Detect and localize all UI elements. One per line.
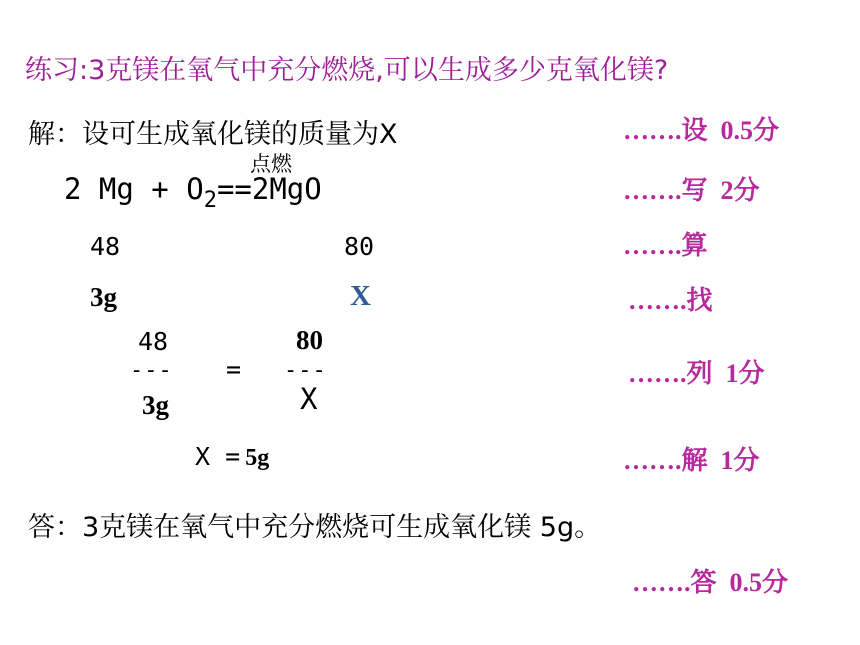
equation-arrow: == <box>216 172 252 206</box>
step-label: …….列 <box>628 359 713 388</box>
proportion-right-numerator: 80 <box>296 325 323 355</box>
proportion-right-bar: --- <box>284 358 327 383</box>
step-label: …….找 <box>628 286 713 315</box>
equation-reactants: 2 Mg + O <box>64 172 204 206</box>
relative-mass-mg: 48 <box>90 232 121 261</box>
step-score: 0.5分 <box>720 116 780 145</box>
step-score: 2分 <box>720 176 760 205</box>
step-score: 0.5分 <box>729 568 789 597</box>
reaction-condition: 点燃 <box>250 152 292 176</box>
step-answer <box>632 562 788 599</box>
step-label: …….算 <box>623 231 708 260</box>
step-label: …….写 <box>623 176 708 205</box>
proportion-equals: = <box>226 355 242 384</box>
step-score: 1分 <box>725 359 765 388</box>
actual-mass-mg: 3g <box>90 282 117 312</box>
step-solve <box>623 440 760 477</box>
exercise-title: 练习:3克镁在氧气中充分燃烧,可以生成多少克氧化镁? <box>25 55 669 86</box>
step-find <box>628 280 713 317</box>
result-value: 5g <box>245 445 270 471</box>
solution-setup: 解：设可生成氧化镁的质量为X <box>28 119 398 150</box>
equation-product: 2MgO <box>251 172 322 206</box>
proportion-left-bar: --- <box>130 358 173 383</box>
proportion-left-denominator: 3g <box>142 390 169 420</box>
step-score: 1分 <box>720 446 760 475</box>
result-line <box>195 442 269 472</box>
result-variable: X = <box>195 442 241 471</box>
chemical-equation <box>64 172 322 213</box>
step-list <box>628 353 765 390</box>
step-calculate <box>623 225 708 262</box>
relative-mass-mgo: 80 <box>344 232 375 261</box>
step-set <box>623 110 779 147</box>
step-write <box>623 170 760 207</box>
proportion-right-denominator: X <box>300 382 318 416</box>
final-answer: 答：3克镁在氧气中充分燃烧可生成氧化镁 5g。 <box>28 512 602 543</box>
unknown-mass-mgo: X <box>350 280 371 312</box>
step-label: …….解 <box>623 446 708 475</box>
step-label: …….答 <box>632 568 717 597</box>
step-label: …….设 <box>623 116 708 145</box>
equation-subscript: 2 <box>203 188 217 213</box>
proportion-left-numerator: 48 <box>138 327 169 356</box>
